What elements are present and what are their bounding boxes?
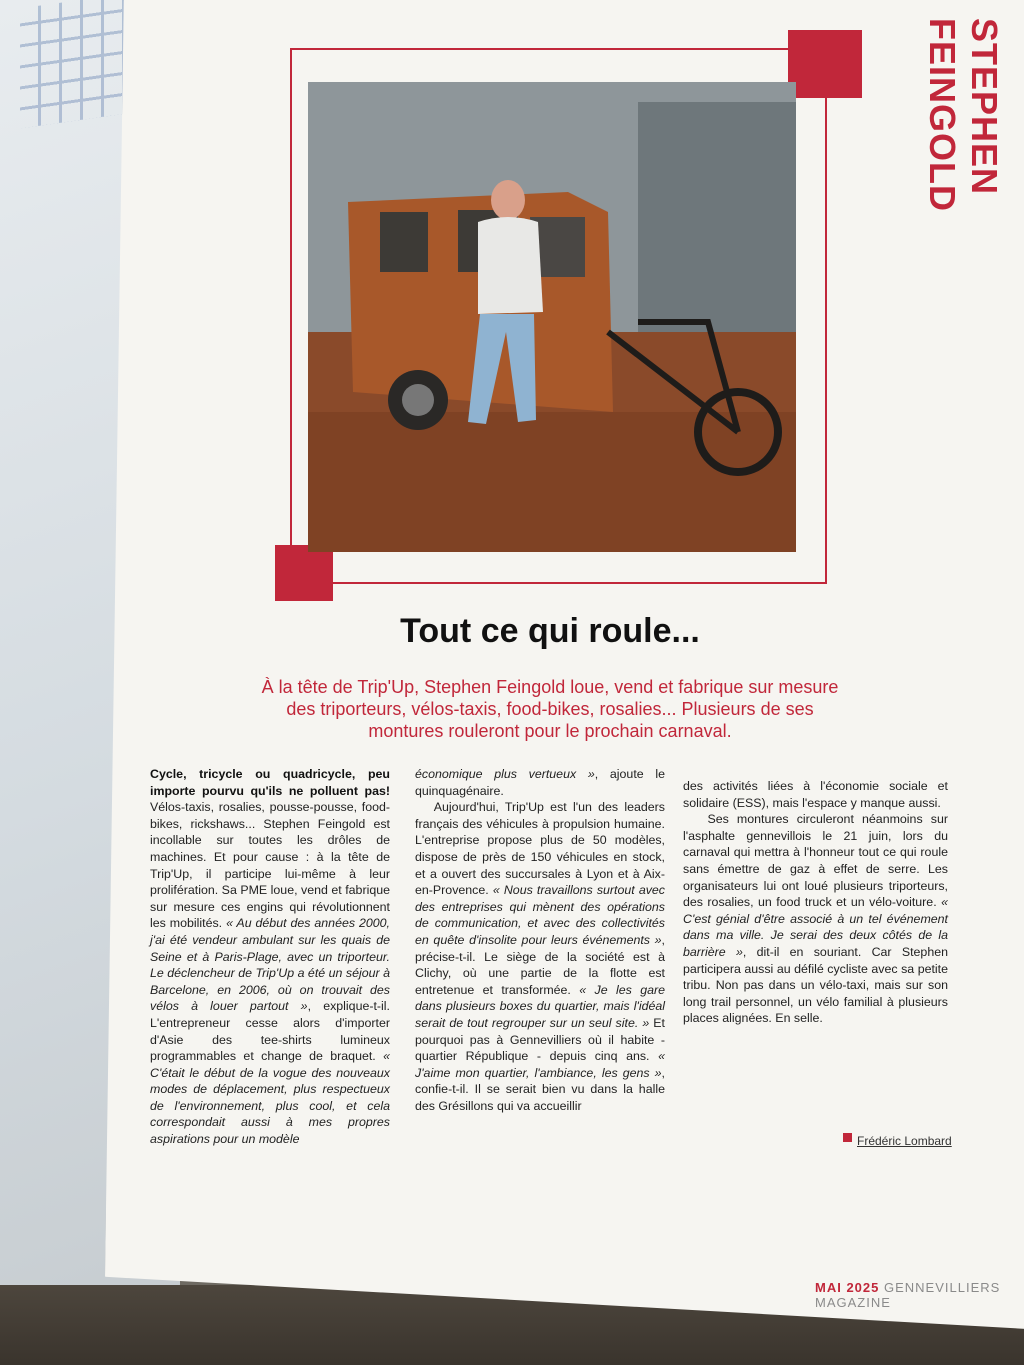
side-title: STEPHEN FEINGOLD: [922, 18, 1005, 212]
page-footer: [815, 1280, 1024, 1310]
article-quote: « Au début des années 2000, j'ai été vendeur ambulant sur les quais de Seine et à Paris-Plage, avec un triporteur. Le déclencheur de Trip'Up a été un séjour à Barcelone, en 2006, où on trouvait des vélos à louer partout »: [150, 916, 390, 1014]
article-text: Ses montures circuleront néanmoins sur l'asphalte gennevillois le 21 juin, lors du carnaval qui mettra à l'honneur tout ce qui roule sans émettre de gaz à effet de serre. Les organisateurs lui ont loué plusieurs triporteurs, des rosalies, un food truck et un vélo-voiture.: [683, 812, 948, 910]
article-quote: « Je les gare dans plusieurs boxes du quartier, mais l'idéal serait de tout regrouper sur un seul site. »: [415, 982, 665, 1030]
article-column-1: [150, 766, 390, 1148]
photo-illustration: [308, 82, 796, 552]
article-text: Et pourquoi pas à Gennevilliers où il habite - quartier République - depuis cinq ans.: [415, 1015, 665, 1064]
article-photo: [308, 82, 796, 552]
author-marker-icon: [843, 1133, 852, 1142]
decorative-red-square-bottom: [275, 545, 333, 601]
article-title: Tout ce qui roule...: [400, 612, 700, 650]
article-quote: « C'est génial d'être associé à un tel événement dans ma ville. Je serai des deux côtés de la barrière »: [683, 895, 948, 959]
article-quote: « Nous travaillons surtout avec des entreprises qui mènent des opérations de communication, et avec des collectivités en quête d'insolite pour leurs événements »: [415, 883, 665, 947]
footer-issue: MAI 2025: [815, 1280, 880, 1295]
bleed-through-text: [810, 470, 940, 630]
footer-magazine: GENNEVILLIERS MAGAZINE: [815, 1280, 1001, 1310]
article-quote: économique plus vertueux »: [415, 767, 595, 781]
article-text: , ajoute le quinquagénaire.: [415, 767, 665, 798]
article-quote: « J'aime mon quartier, l'ambiance, les gens »: [415, 1049, 665, 1080]
article-column-3: [683, 778, 948, 1027]
article-text: Vélos-taxis, rosalies, pousse-pousse, food-bikes, rickshaws... Stephen Feingold est incollable sur toutes les drôles de machines. Et pour cause : à la tête de Trip'Up, il participe lui-même à leur prolifération. Sa PME loue, vend et fabrique sur mesure ces engins qui révolutionnent les mobilités.: [150, 800, 390, 931]
background-grid-pattern: [20, 0, 140, 128]
article-quote: « C'était le début de la vogue des nouveaux modes de déplacement, plus respectueux de l'environnement, plus cool, et cela correspondait aussi à mes propres aspirations pour un modèle: [150, 1049, 390, 1147]
article-text: , explique-t-il. L'entrepreneur cesse alors d'importer d'Asie des tee-shirts lumineux programmables et change de braquet.: [150, 999, 391, 1064]
article-text: des activités liées à l'économie sociale et solidaire (ESS), mais l'espace y manque aussi.: [683, 779, 948, 810]
article-lede: À la tête de Trip'Up, Stephen Feingold loue, vend et fabrique sur mesure des triporteurs, vélos-taxis, food-bikes, rosalies... Plusieurs de ses montures rouleront pour le prochain carnaval.: [261, 677, 839, 741]
article-author: Frédéric Lombard: [857, 1134, 952, 1148]
article-text: Aujourd'hui, Trip'Up est l'un des leaders français des véhicules à propulsion humaine. L'entreprise propose plus de 50 modèles, dispose de près de 150 véhicules en stock, et a ouvert des succursales à Lyon et à Aix-en-Provence.: [415, 800, 665, 898]
article-intro: Cycle, tricycle ou quadricycle, peu importe pourvu qu'ils ne polluent pas!: [150, 767, 390, 798]
article-text: , dit-il en souriant. Car Stephen participera aussi au défilé cycliste avec sa petite tribu. Non pas dans un vélo-taxi, mais sur son long trail personnel, un vélo familial à plusieurs places alignées. En selle.: [683, 944, 948, 1026]
article-column-2: [415, 766, 665, 1114]
article-text: , précise-t-il. Le siège de la société est à Clichy, où une partie de la flotte est entretenue et transformée.: [415, 932, 665, 997]
article-text: , confie-t-il. Il se serait bien vu dans la halle des Grésillons qui va accueillir: [415, 1065, 665, 1113]
